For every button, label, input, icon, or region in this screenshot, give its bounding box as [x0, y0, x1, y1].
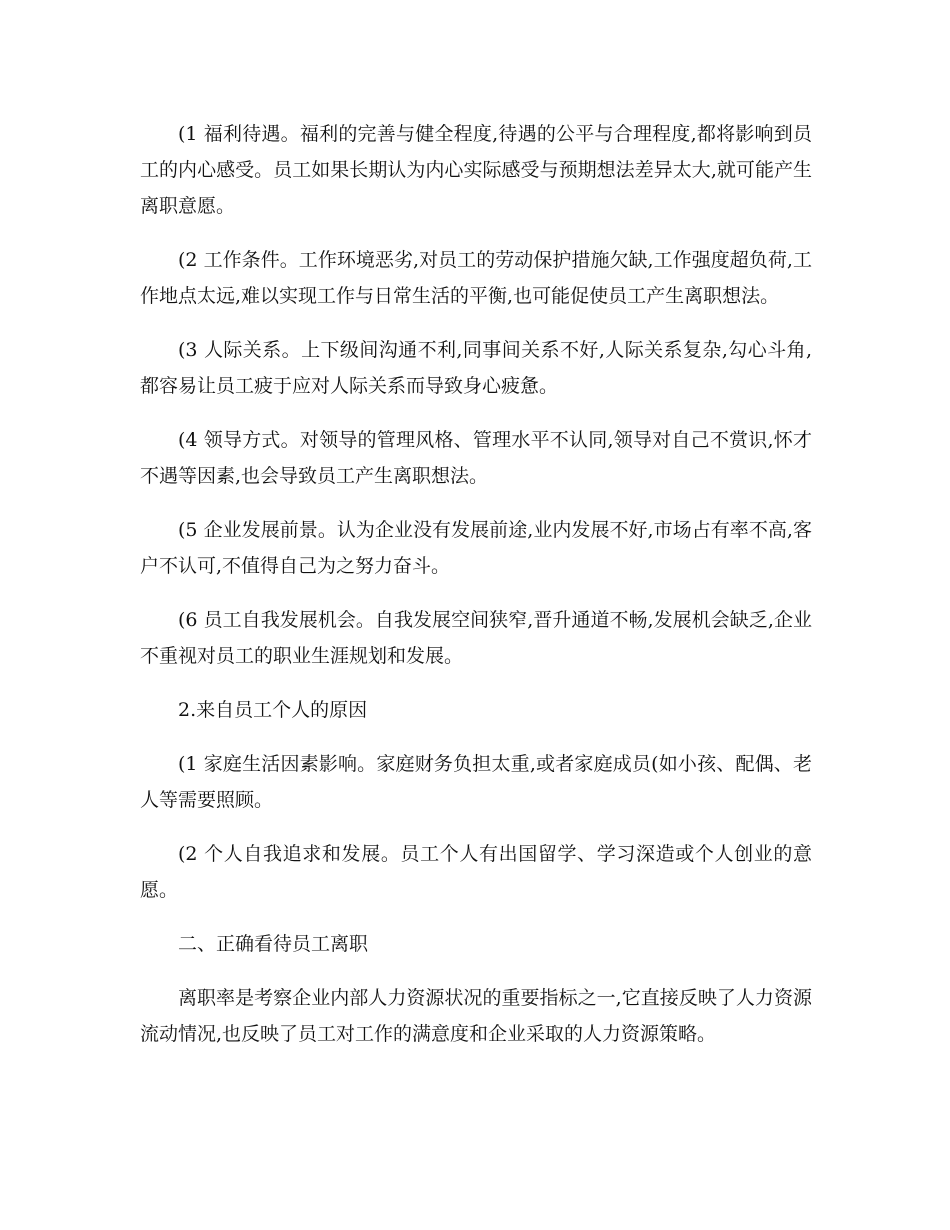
paragraph-interpersonal-relations: (3 人际关系。上下级间沟通不利,同事间关系不好,人际关系复杂,勾心斗角,都容易让员工疲于应对人际关系而导致身心疲惫。 — [140, 339, 812, 397]
paragraph-welfare: (1 福利待遇。福利的完善与健全程度,待遇的公平与合理程度,都将影响到员工的内心感受。员工如果长期认为内心实际感受与预期想法差异太大,就可能产生离职意愿。 — [140, 123, 812, 217]
paragraph-self-development: (6 员工自我发展机会。自我发展空间狭窄,晋升通道不畅,发展机会缺乏,企业不重视对员工的职业生涯规划和发展。 — [140, 609, 812, 667]
paragraph-company-prospects: (5 企业发展前景。认为企业没有发展前途,业内发展不好,市场占有率不高,客户不认可,不值得自己为之努力奋斗。 — [140, 519, 812, 577]
paragraph-turnover-rate: 离职率是考察企业内部人力资源状况的重要指标之一,它直接反映了人力资源流动情况,也反映了员工对工作的满意度和企业采取的人力资源策略。 — [140, 987, 812, 1045]
section-heading-view-turnover: 二、正确看待员工离职 — [178, 933, 369, 955]
paragraph-working-conditions: (2 工作条件。工作环境恶劣,对员工的劳动保护措施欠缺,工作强度超负荷,工作地点太远,难以实现工作与日常生活的平衡,也可能促使员工产生离职想法。 — [140, 249, 812, 307]
section-heading-personal-reasons: 2.来自员工个人的原因 — [178, 699, 368, 721]
paragraph-leadership-style: (4 领导方式。对领导的管理风格、管理水平不认同,领导对自己不赏识,怀才不遇等因素,也会导致员工产生离职想法。 — [140, 429, 812, 487]
document-body — [140, 116, 812, 1070]
paragraph-family-factors: (1 家庭生活因素影响。家庭财务负担太重,或者家庭成员(如小孩、配偶、老人等需要照顾。 — [140, 753, 812, 811]
paragraph-personal-pursuit: (2 个人自我追求和发展。员工个人有出国留学、学习深造或个人创业的意愿。 — [140, 843, 812, 901]
